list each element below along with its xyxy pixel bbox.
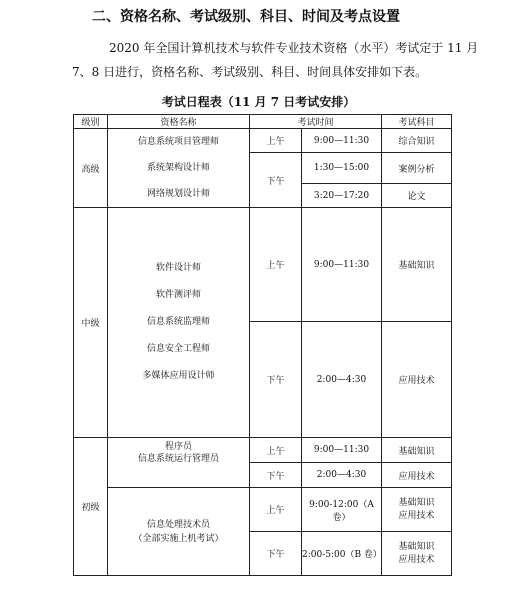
intermediate-names bbox=[108, 208, 250, 438]
senior-subject-3: 论文 bbox=[382, 184, 452, 208]
name-item: 信息处理技术员 bbox=[146, 519, 210, 530]
junior-g1-pm-subject: 应用技术 bbox=[382, 463, 452, 488]
name-item: （全部实施上机考试） bbox=[133, 533, 224, 544]
intermediate-am-time: 9:00—11:30 bbox=[302, 208, 382, 322]
intermediate-pm: 下午 bbox=[250, 322, 302, 438]
table-row bbox=[74, 208, 452, 322]
header-time: 考试时间 bbox=[250, 115, 382, 129]
junior-g1-am-subject: 基础知识 bbox=[382, 438, 452, 463]
subject-item: 应用技术 bbox=[398, 510, 435, 521]
level-junior: 初级 bbox=[74, 438, 108, 576]
junior-g2-pm: 下午 bbox=[250, 532, 302, 576]
table-row bbox=[74, 488, 452, 532]
intermediate-am-subject: 基础知识 bbox=[382, 208, 452, 322]
name-item: 信息系统项目管理师 bbox=[137, 137, 219, 147]
section-heading: 二、资格名称、考试级别、科目、时间及考点设置 bbox=[92, 9, 400, 25]
name-item: 信息系统监理师 bbox=[146, 317, 210, 327]
header-name: 资格名称 bbox=[108, 115, 250, 129]
intermediate-am: 上午 bbox=[250, 208, 302, 322]
junior-g2-am-time: 9:00-12:00（A 卷） bbox=[302, 488, 382, 532]
intermediate-pm-time: 2:00—4:30 bbox=[302, 322, 382, 438]
intro-line-1: 2020 年全国计算机技术与软件专业技术资格（水平）考试定于 11 月 bbox=[109, 41, 479, 55]
name-item: 网络规划设计师 bbox=[146, 189, 210, 199]
name-item: 软件测评师 bbox=[155, 290, 201, 300]
junior-g1-am: 上午 bbox=[250, 438, 302, 463]
junior-g1-pm: 下午 bbox=[250, 463, 302, 488]
level-intermediate: 中级 bbox=[74, 208, 108, 438]
table-header-row bbox=[74, 115, 452, 129]
junior-group1-names bbox=[108, 438, 250, 488]
level-senior: 高级 bbox=[74, 129, 108, 208]
senior-names bbox=[108, 129, 250, 208]
table-row bbox=[74, 438, 452, 463]
name-item: 信息系统运行管理员 bbox=[137, 454, 219, 464]
senior-time-3: 3:20—17:20 bbox=[302, 184, 382, 208]
name-item: 程序员 bbox=[164, 442, 192, 452]
table-row bbox=[74, 129, 452, 153]
name-item: 信息安全工程师 bbox=[146, 344, 210, 354]
junior-g2-pm-subjects bbox=[382, 532, 452, 576]
name-item: 系统架构设计师 bbox=[146, 163, 210, 173]
intermediate-pm-subject: 应用技术 bbox=[382, 322, 452, 438]
senior-subject-2: 案例分析 bbox=[382, 153, 452, 184]
junior-g1-pm-time: 2:00—4:30 bbox=[302, 463, 382, 488]
junior-g2-am-subjects bbox=[382, 488, 452, 532]
table-caption: 考试日程表（11 月 7 日考试安排） bbox=[161, 95, 356, 109]
senior-subject-1: 综合知识 bbox=[382, 129, 452, 153]
header-level: 级别 bbox=[74, 115, 108, 129]
junior-g1-am-time: 9:00—11:30 bbox=[302, 438, 382, 463]
senior-time-2: 1:30—15:00 bbox=[302, 153, 382, 184]
subject-item: 基础知识 bbox=[398, 541, 435, 552]
senior-am: 上午 bbox=[250, 129, 302, 153]
junior-group2-names bbox=[108, 488, 250, 576]
name-item: 软件设计师 bbox=[155, 263, 201, 273]
name-item: 多媒体应用设计师 bbox=[142, 371, 215, 381]
junior-g2-am: 上午 bbox=[250, 488, 302, 532]
junior-g2-pm-time: 2:00-5:00（B 卷） bbox=[302, 532, 382, 576]
exam-schedule-table bbox=[73, 114, 452, 576]
header-subject: 考试科目 bbox=[382, 115, 452, 129]
senior-time-1: 9:00—11:30 bbox=[302, 129, 382, 153]
subject-item: 基础知识 bbox=[398, 497, 435, 508]
senior-pm: 下午 bbox=[250, 153, 302, 208]
subject-item: 应用技术 bbox=[398, 554, 435, 565]
intro-line-2: 7、8 日进行，资格名称、考试级别、科目、时间具体安排如下表。 bbox=[72, 65, 428, 79]
